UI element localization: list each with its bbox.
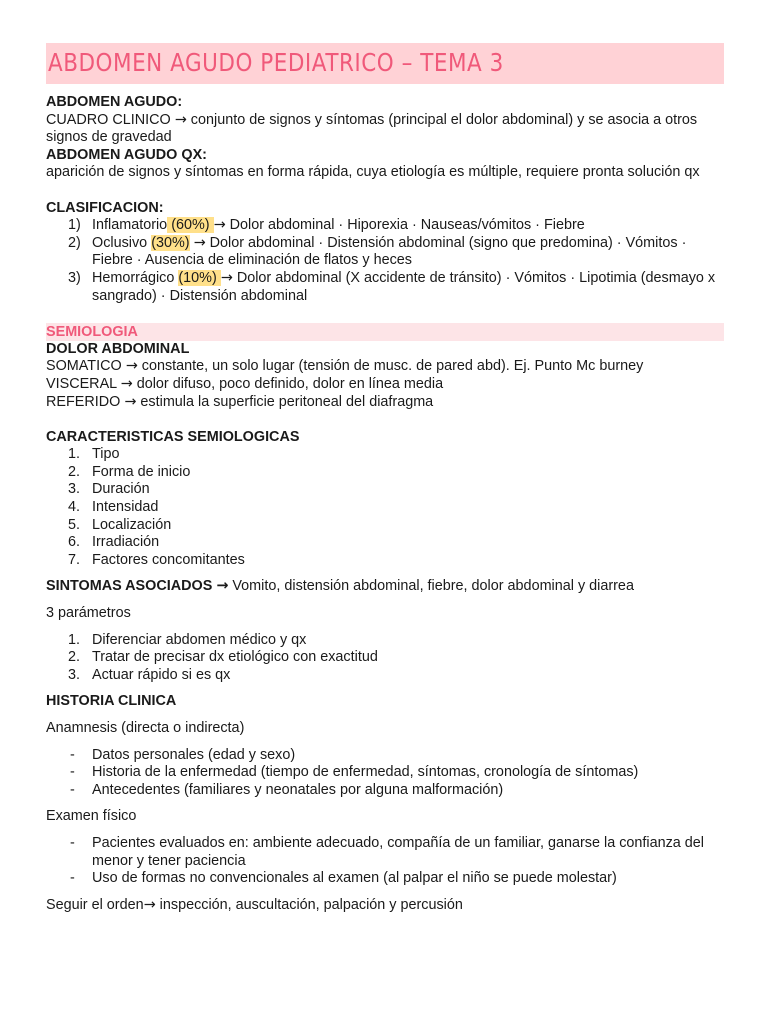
arrow-icon: → bbox=[120, 375, 133, 392]
list-item: 3. Duración bbox=[68, 481, 150, 498]
list-item: - Pacientes evaluados en: ambiente adecuado, compañía de un familiar, ganarse la confianza del menor y tener paciencia bbox=[70, 834, 705, 869]
examen-fisico-label: Examen físico bbox=[46, 808, 137, 825]
list-item bbox=[46, 235, 724, 270]
caracteristicas-heading: CARACTERISTICAS SEMIOLOGICAS bbox=[46, 428, 300, 445]
list-item: 2. Tratar de precisar dx etiológico con exactitud bbox=[68, 649, 378, 666]
sintomas-heading: SINTOMAS ASOCIADOS bbox=[46, 578, 213, 595]
item-description: Dolor abdominal · Distensión abdominal (signo que predomina) · Vómitos · Fiebre · Ausencia de eliminación de flatos y heces bbox=[92, 234, 687, 269]
abdomen-agudo-heading: ABDOMEN AGUDO: bbox=[46, 94, 183, 110]
caracteristicas-list bbox=[46, 446, 724, 569]
page-title: ABDOMEN AGUDO PEDIATRICO – TEMA 3 bbox=[48, 48, 504, 77]
document-page bbox=[46, 43, 724, 914]
parametros-list bbox=[46, 632, 724, 685]
list-item: - Uso de formas no convencionales al examen (al palpar el niño se puede molestar) bbox=[70, 870, 617, 887]
sintomas-asociados-line bbox=[46, 578, 724, 596]
list-marker: 1) bbox=[68, 217, 81, 234]
anamnesis-label: Anamnesis (directa o indirecta) bbox=[46, 720, 245, 736]
cuadro-clinico-label: CUADRO CLINICO bbox=[46, 111, 171, 128]
arrow-icon: → bbox=[143, 896, 156, 913]
abdomen-agudo-qx-heading: ABDOMEN AGUDO QX: bbox=[46, 146, 207, 163]
sintomas-text: Vomito, distensión abdominal, fiebre, dolor abdominal y diarrea bbox=[232, 578, 634, 595]
list-item bbox=[46, 217, 724, 235]
list-item: 3. Actuar rápido si es qx bbox=[68, 666, 231, 683]
seguir-orden-line: Seguir el orden→ inspección, auscultación, palpación y percusión bbox=[46, 896, 463, 913]
list-marker: 2) bbox=[68, 234, 81, 251]
list-marker: 3) bbox=[68, 269, 81, 286]
percentage-highlight: (60%) bbox=[167, 217, 213, 233]
percentage-highlight: (30%) bbox=[151, 234, 190, 251]
item-name: Oclusivo bbox=[92, 234, 148, 251]
list-item: 4. Intensidad bbox=[68, 499, 159, 516]
item-name: Hemorrágico bbox=[92, 269, 175, 286]
list-item: 7. Factores concomitantes bbox=[68, 551, 245, 568]
list-item: 6. Irradiación bbox=[68, 534, 160, 551]
cuadro-clinico-text: conjunto de signos y síntomas (principal el dolor abdominal) y se asocia a otros signos de gravedad bbox=[46, 111, 698, 146]
arrow-icon: → bbox=[216, 578, 229, 595]
arrow-icon: → bbox=[174, 111, 187, 128]
item-name: Inflamatorio bbox=[92, 217, 168, 234]
list-item: 2. Forma de inicio bbox=[68, 463, 191, 480]
list-item: - Antecedentes (familiares y neonatales por alguna malformación) bbox=[70, 781, 504, 798]
list-item: 1. Tipo bbox=[68, 446, 120, 463]
arrow-icon: → bbox=[193, 234, 206, 251]
arrow-icon: → bbox=[213, 217, 226, 234]
list-item: - Datos personales (edad y sexo) bbox=[70, 746, 296, 763]
arrow-icon: → bbox=[220, 269, 233, 286]
list-item: 5. Localización bbox=[68, 516, 172, 533]
percentage-highlight: (10%) bbox=[178, 270, 220, 286]
semiologia-section-label: SEMIOLOGIA bbox=[46, 323, 724, 341]
historia-clinica-heading: HISTORIA CLINICA bbox=[46, 693, 177, 710]
dolor-abdominal-heading: DOLOR ABDOMINAL bbox=[46, 340, 190, 357]
examen-list bbox=[46, 835, 724, 888]
item-description: Dolor abdominal · Hiporexia · Nauseas/vómitos · Fiebre bbox=[229, 217, 585, 234]
clasificacion-list bbox=[46, 217, 724, 305]
somatico-line: SOMATICO → constante, un solo lugar (tensión de musc. de pared abd). Ej. Punto Mc burney bbox=[46, 358, 644, 375]
title-banner bbox=[46, 43, 724, 84]
parametros-heading: 3 parámetros bbox=[46, 605, 131, 622]
item-description: Dolor abdominal (X accidente de tránsito) · Vómitos · Lipotimia (desmayo x sangrado) · Distensión abdominal bbox=[92, 269, 716, 304]
anamnesis-list bbox=[46, 747, 724, 800]
abdomen-agudo-qx-definition: aparición de signos y síntomas en forma rápida, cuya etiología es múltiple, requiere pronta solución qx bbox=[46, 164, 700, 181]
referido-line: REFERIDO → estimula la superficie peritoneal del diafragma bbox=[46, 393, 434, 410]
arrow-icon: → bbox=[124, 393, 137, 410]
abdomen-agudo-definition bbox=[46, 112, 724, 147]
clasificacion-heading: CLASIFICACION: bbox=[46, 199, 164, 216]
visceral-line: VISCERAL → dolor difuso, poco definido, dolor en línea media bbox=[46, 375, 444, 392]
list-item: - Historia de la enfermedad (tiempo de enfermedad, síntomas, cronología de síntomas) bbox=[70, 764, 639, 781]
list-item bbox=[46, 270, 724, 305]
list-item: 1. Diferenciar abdomen médico y qx bbox=[68, 631, 307, 648]
arrow-icon: → bbox=[125, 358, 138, 375]
